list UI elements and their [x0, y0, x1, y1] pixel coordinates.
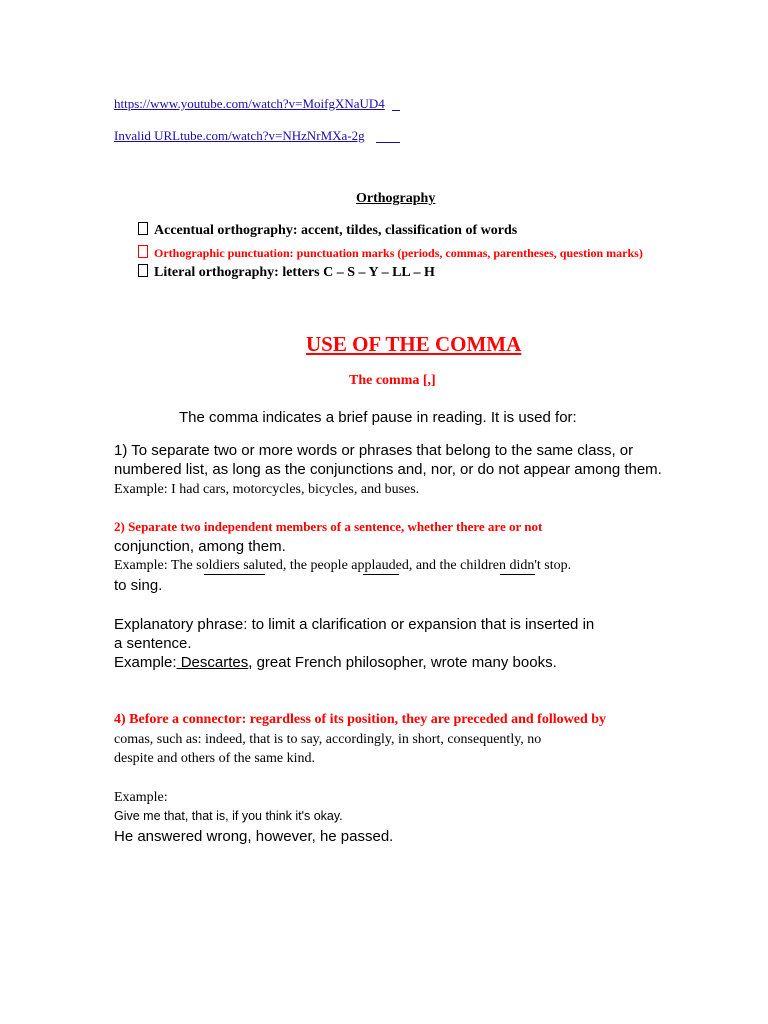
box-icon [138, 222, 148, 235]
rule4-example-label: Example: [114, 790, 168, 805]
explanatory-line1: Explanatory phrase: to limit a clarification or expansion that is inserted in [114, 616, 595, 633]
rule4-line1: 4) Before a connector: regardless of its position, they are preceded and followed by [114, 712, 607, 727]
rule2-example-cont: to sing. [114, 577, 163, 594]
comma-subheading: The comma [,] [349, 373, 436, 388]
rule2-line2: conjunction, among them. [114, 538, 286, 555]
link-underline-tail [392, 110, 400, 111]
rule4-line2: comas, such as: indeed, that is to say, accordingly, in short, consequently, no [114, 732, 542, 747]
example-underlined-term: Descartes [176, 654, 249, 671]
explanatory-line2: a sentence. [114, 635, 192, 652]
orthography-item [138, 264, 435, 281]
orthography-item [138, 222, 517, 239]
example-rest: , great French philosopher, wrote many books. [248, 654, 557, 671]
rule2-example: Example: The soldiers saluted, the people applauded, and the children didn't stop. [114, 558, 572, 573]
rule1-line1: 1) To separate two or more words or phrases that belong to the same class, or [114, 442, 634, 459]
comma-intro: The comma indicates a brief pause in reading. It is used for: [179, 409, 577, 426]
underline-stroke [500, 574, 535, 575]
explanatory-example [114, 654, 557, 671]
rule2-line1: 2) Separate two independent members of a sentence, whether there are or not [114, 519, 543, 534]
box-icon [138, 245, 148, 258]
orthography-title: Orthography [356, 191, 436, 206]
underline-stroke [363, 574, 399, 575]
box-icon [138, 264, 148, 277]
orthography-item [138, 245, 643, 261]
rule1-line2: numbered list, as long as the conjunctions and, nor, or do not appear among them. [114, 461, 662, 478]
rule4-example1: Give me that, that is, if you think it's okay. [114, 809, 343, 823]
underline-stroke [204, 574, 265, 575]
link-underline-tail [376, 142, 400, 143]
orthography-item-text: Orthographic punctuation: punctuation marks (periods, commas, parentheses, question marks) [154, 246, 643, 260]
rule1-example: Example: I had cars, motorcycles, bicycles, and buses. [114, 482, 420, 497]
example-label: Example: [114, 654, 177, 671]
orthography-item-text: Accentual orthography: accent, tildes, classification of words [154, 223, 518, 238]
comma-heading: USE OF THE COMMA [306, 332, 522, 356]
youtube-link-1[interactable]: https://www.youtube.com/watch?v=MoifgXNaUD4 [114, 96, 385, 111]
youtube-link-2[interactable]: Invalid URLtube.com/watch?v=NHzNrMXa-2g [114, 128, 365, 143]
rule4-line3: despite and others of the same kind. [114, 751, 316, 766]
orthography-item-text: Literal orthography: letters C – S – Y – LL – H [154, 265, 435, 280]
rule4-example2: He answered wrong, however, he passed. [114, 828, 394, 845]
